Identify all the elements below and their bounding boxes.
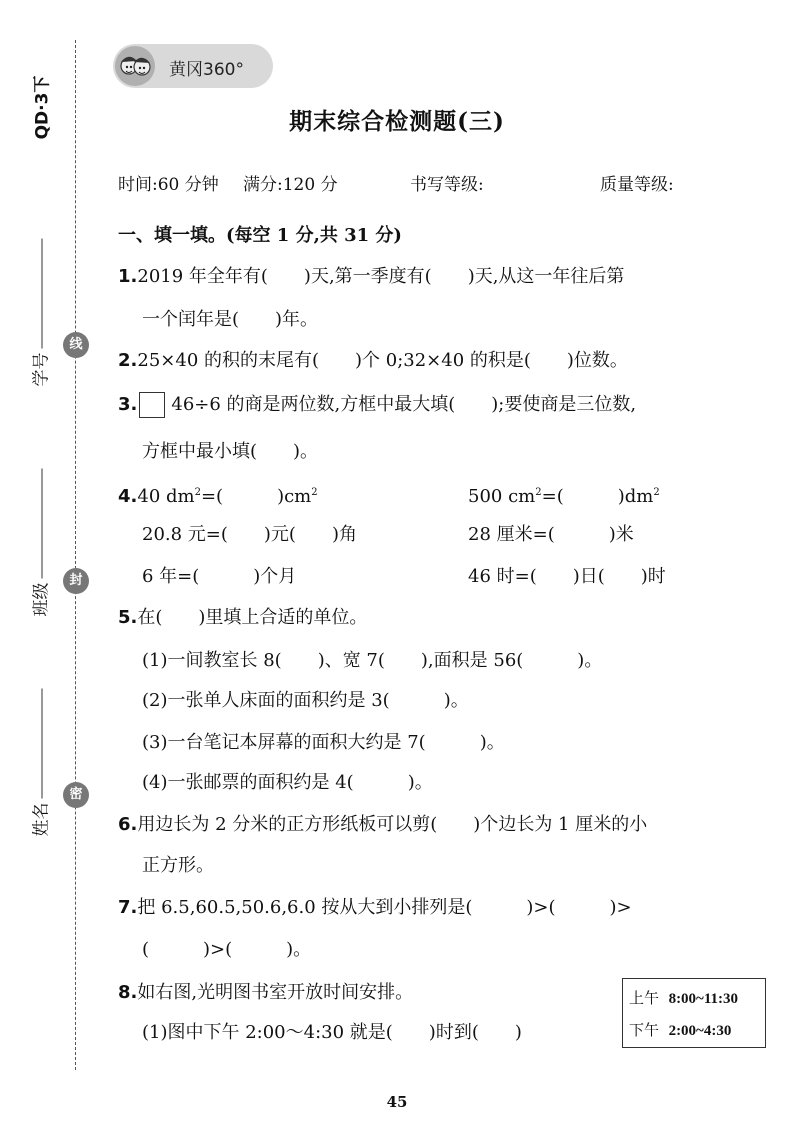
- q4-a-end: 2: [311, 487, 318, 498]
- q2-text: 25×40 的积的末尾有( )个 0;32×40 的积是( )位数。: [137, 350, 628, 371]
- q3-line1: 46÷6 的商是两位数,方框中最大填( );要使商是三位数,: [171, 394, 637, 415]
- question-1: [118, 262, 624, 288]
- opening-hours-table: [622, 978, 766, 1048]
- q4-a-mid: =( )cm: [200, 486, 312, 507]
- cartoon-kids-icon: [115, 46, 155, 86]
- question-5: [118, 603, 367, 629]
- q4-b-sup: 2: [535, 487, 542, 498]
- question-4-c: 20.8 元=( )元( )角: [142, 524, 357, 545]
- q7-line1: 把 6.5,60.5,50.6,6.0 按从大到小排列是( )>( )>: [137, 897, 632, 918]
- q5-sub2: (2)一张单人床面的面积约是 3( )。: [142, 690, 469, 711]
- brand-name: 黄冈360°: [169, 60, 244, 80]
- student-no-blank[interactable]: [41, 239, 42, 349]
- section-1-heading: 一、填一填。(每空 1 分,共 31 分): [118, 225, 402, 246]
- question-2: [118, 346, 628, 372]
- q8-text: 如右图,光明图书室开放时间安排。: [137, 982, 414, 1003]
- am-label: 上午: [629, 989, 660, 1007]
- q4-number: 4.: [118, 486, 138, 507]
- class-blank[interactable]: [41, 469, 42, 579]
- question-4-d: 28 厘米=( )米: [468, 524, 634, 545]
- q7-number: 7.: [118, 897, 138, 918]
- question-4-e: 6 年=( )个月: [142, 566, 297, 587]
- q6-line1: 用边长为 2 分米的正方形纸板可以剪( )个边长为 1 厘米的小: [137, 814, 648, 835]
- student-no-field: [27, 239, 52, 387]
- writing-grade-label: 书写等级:: [410, 175, 484, 195]
- q1-line2: 一个闰年是( )年。: [142, 309, 319, 330]
- q6-line2: 正方形。: [142, 855, 214, 876]
- name-label: 姓名: [31, 802, 52, 837]
- name-blank[interactable]: [41, 689, 42, 799]
- q1-number: 1.: [118, 266, 138, 287]
- question-4-a: [118, 482, 318, 508]
- q8-sub1: (1)图中下午 2:00～4:30 就是( )时到( ): [142, 1022, 522, 1043]
- q5-number: 5.: [118, 607, 138, 628]
- q4-b-text: 500 cm: [468, 486, 536, 507]
- q4-b-mid: =( )dm: [541, 486, 654, 507]
- q7-line2: ( )>( )。: [142, 939, 312, 960]
- brand-logo: [113, 44, 273, 88]
- q5-sub4: (4)一张邮票的面积约是 4( )。: [142, 772, 433, 793]
- page-number: 45: [386, 1093, 408, 1111]
- am-row: [629, 987, 738, 1008]
- question-3: [118, 390, 636, 418]
- question-8: [118, 978, 413, 1004]
- student-no-label: 学号: [31, 352, 52, 387]
- q5-sub3: (3)一台笔记本屏幕的面积大约是 7( )。: [142, 732, 505, 753]
- q4-a-text: 40 dm: [137, 486, 195, 507]
- pm-label: 下午: [629, 1021, 660, 1039]
- q5-sub1: (1)一间教室长 8( )、宽 7( ),面积是 56( )。: [142, 650, 603, 671]
- pm-time: 2:00~4:30: [668, 1023, 732, 1039]
- question-4-f: 46 时=( )日( )时: [468, 566, 666, 587]
- q3-line2: 方框中最小填( )。: [142, 441, 319, 462]
- q6-number: 6.: [118, 814, 138, 835]
- time-info: 时间:60 分钟: [118, 175, 219, 195]
- seal-seal: 封: [63, 568, 89, 594]
- pm-row: [629, 1019, 731, 1040]
- seal-secret: 密: [63, 782, 89, 808]
- q5-text: 在( )里填上合适的单位。: [137, 607, 368, 628]
- full-score-info: 满分:120 分: [243, 175, 338, 195]
- am-time: 8:00~11:30: [668, 991, 739, 1007]
- quality-grade-label: 质量等级:: [600, 175, 674, 195]
- book-code: QD·3下: [32, 75, 53, 140]
- binding-dashed-line: [75, 40, 76, 1070]
- class-field: [27, 469, 52, 617]
- question-4-b: [468, 482, 660, 508]
- q8-number: 8.: [118, 982, 138, 1003]
- q1-line1: 2019 年全年有( )天,第一季度有( )天,从这一年往后第: [137, 266, 625, 287]
- class-label: 班级: [31, 582, 52, 617]
- answer-box[interactable]: [139, 392, 165, 418]
- seal-line: 线: [63, 332, 89, 358]
- q4-b-end: 2: [653, 487, 660, 498]
- question-6: [118, 810, 647, 836]
- q3-number: 3.: [118, 394, 138, 415]
- page-title: 期末综合检测题(三): [289, 108, 505, 135]
- q4-a-sup: 2: [194, 487, 201, 498]
- name-field: [27, 689, 52, 837]
- q2-number: 2.: [118, 350, 138, 371]
- question-7: [118, 893, 632, 919]
